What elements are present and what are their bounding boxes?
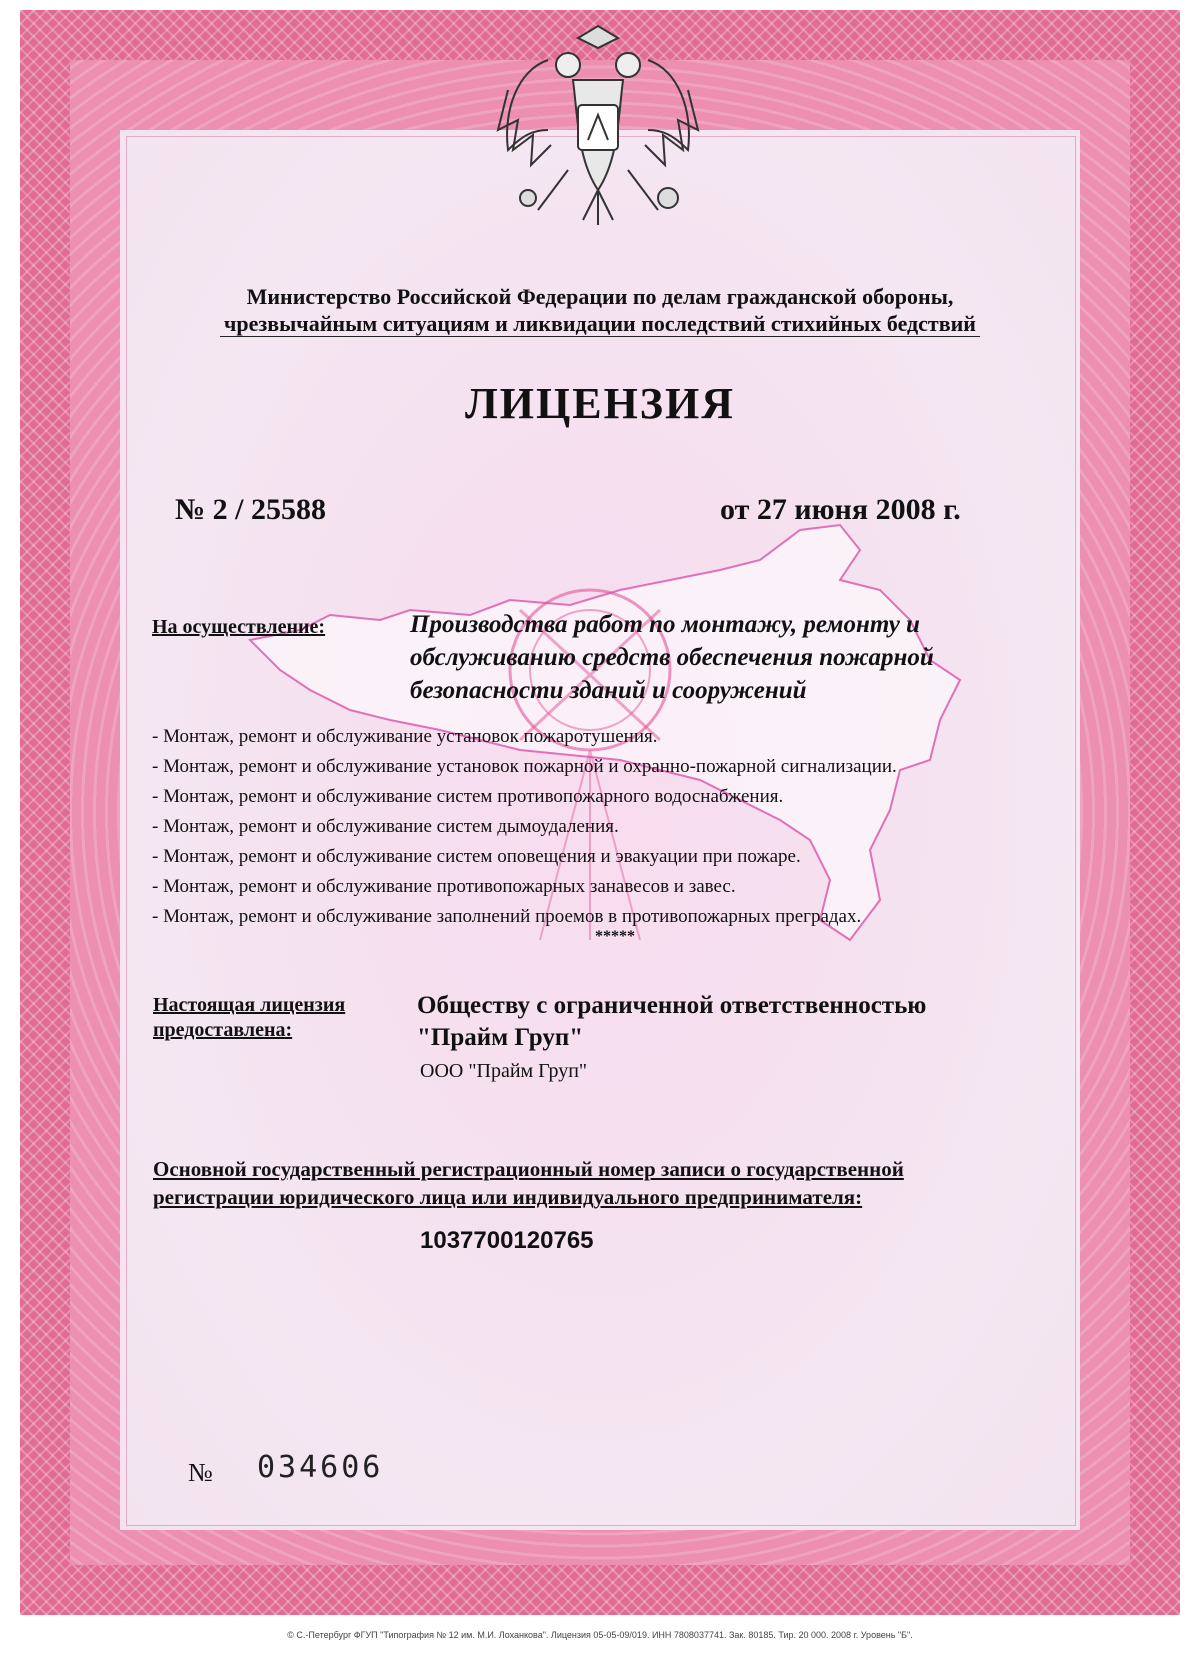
serial-number: 034606 [257,1450,384,1485]
holder-label [153,993,345,1043]
list-item: - Монтаж, ремонт и обслуживание систем дымоудаления. [152,816,619,837]
serial-number-sign: № [188,1458,213,1487]
holder-name [417,990,926,1054]
license-number: № 2 / 25588 [175,493,326,526]
document-title: ЛИЦЕНЗИЯ [464,379,736,428]
holder-name-line-2: "Прайм Груп" [417,1024,584,1051]
activity-line-2: обслуживанию средств обеспечения пожарной [410,644,934,671]
license-date: от 27 июня 2008 г. [720,493,961,526]
ogrn-value: 1037700120765 [420,1227,594,1254]
activity-label: На осуществление: [152,616,326,638]
holder-name-line-1: Обществу с ограниченной ответственностью [417,992,927,1019]
holder-short-name: ООО "Прайм Груп" [420,1060,588,1082]
ministry-line-1: Министерство Российской Федерации по делам гражданской обороны, [246,284,954,309]
ogrn-label-line-1: Основной государственный регистрационный номер записи о государственной [153,1157,904,1181]
ogrn-label [153,1155,1053,1211]
list-item: - Монтаж, ремонт и обслуживание систем противопожарного водоснабжения. [152,786,784,807]
holder-label-line-2: предоставлена: [153,1019,293,1041]
activity-line-3: безопасности зданий и сооружений [410,677,807,704]
works-list [152,722,1052,932]
activity-line-1: Производства работ по монтажу, ремонту и [410,611,920,638]
separator-stars: ***** [595,928,635,945]
list-item: - Монтаж, ремонт и обслуживание заполнений проемов в противопожарных преградах. [152,906,862,927]
list-item: - Монтаж, ремонт и обслуживание установок пожарной и охранно-пожарной сигнализации. [152,756,897,777]
activity-description [410,608,1030,707]
coat-of-arms-icon [488,20,708,240]
ogrn-label-line-2: регистрации юридического лица или индивидуального предпринимателя: [153,1185,863,1209]
list-item: - Монтаж, ремонт и обслуживание установок пожаротушения. [152,726,658,747]
ministry-line-2: чрезвычайным ситуациям и ликвидации последствий стихийных бедствий [220,311,980,337]
holder-label-line-1: Настоящая лицензия [153,994,346,1016]
printer-footer: © С.-Петербург ФГУП "Типография № 12 им. М.И. Лоханкова". Лицензия 05-05-09/019. ИНН 7808037741. Зак. 80185. Тир. 20 000. 2008 г. Уровень "Б". [287,1630,913,1640]
list-item: - Монтаж, ремонт и обслуживание противопожарных занавесов и завес. [152,876,736,897]
list-item: - Монтаж, ремонт и обслуживание систем оповещения и эвакуации при пожаре. [152,846,801,867]
ministry-header [120,283,1080,337]
